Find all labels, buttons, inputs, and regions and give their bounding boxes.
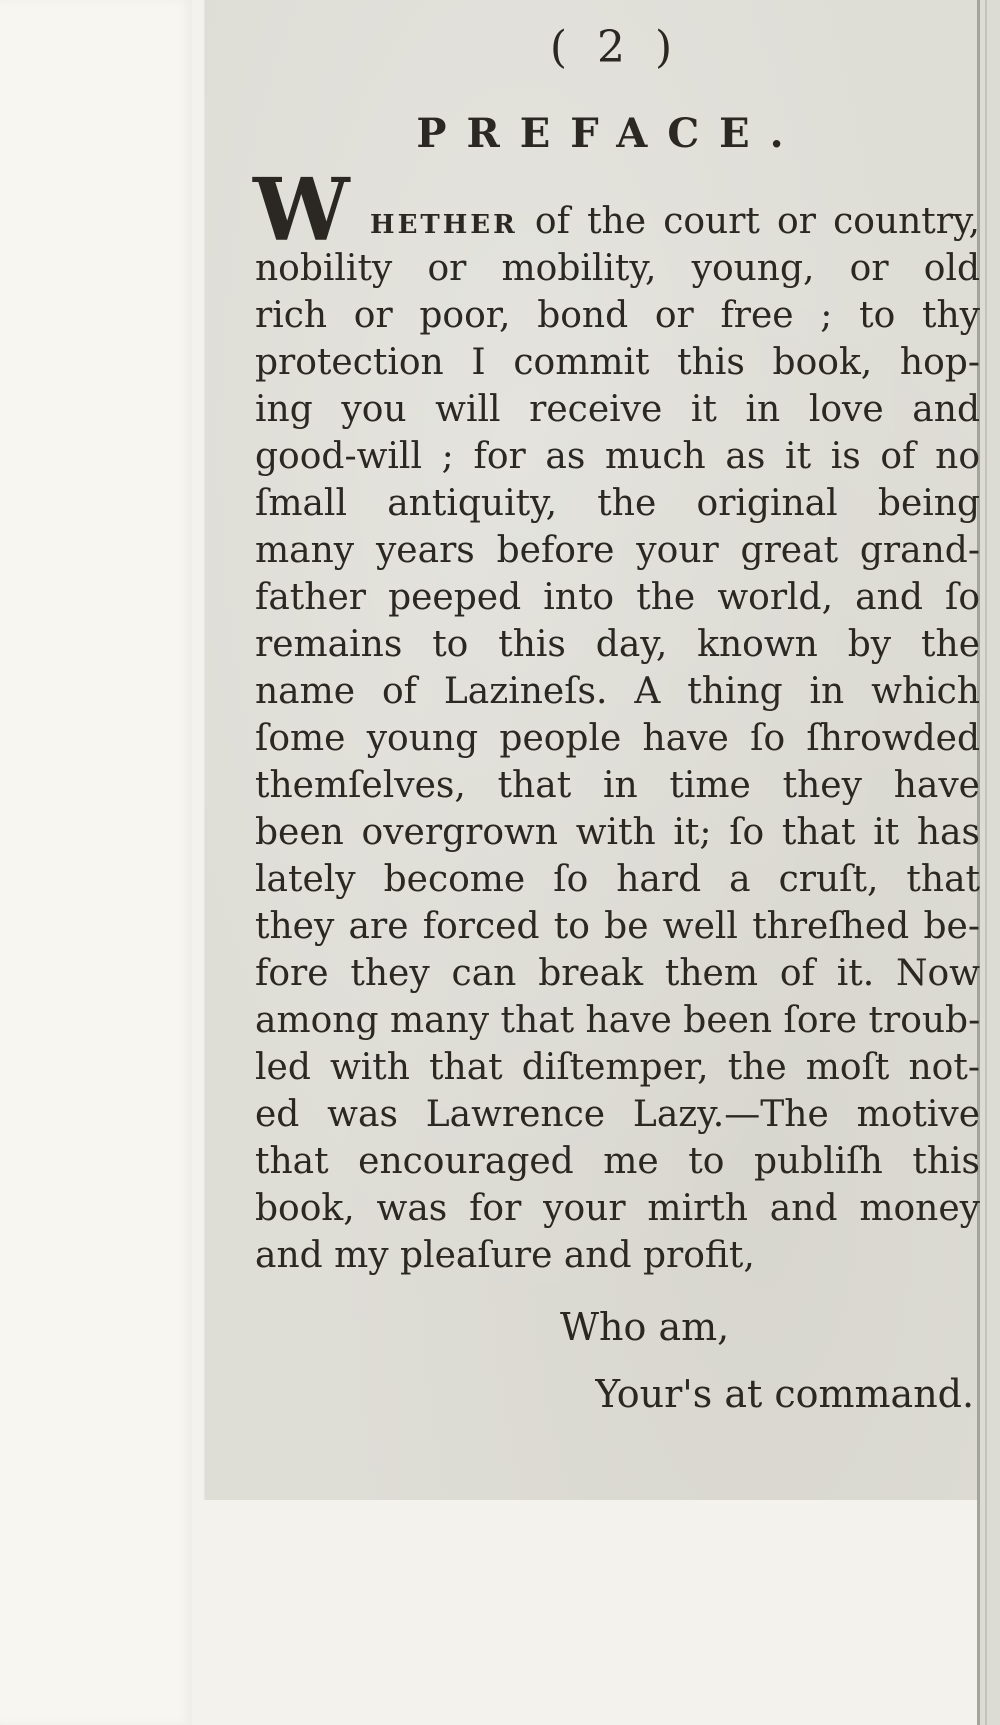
preface-body bbox=[253, 160, 980, 1279]
closing-phrase: Who am, bbox=[560, 1305, 730, 1349]
body-line: ſome young people have ſo ſhrowded bbox=[255, 718, 980, 759]
first-line-text: of the court or country, bbox=[534, 201, 980, 242]
page-edge bbox=[980, 0, 1000, 1725]
body-line: rich or poor, bond or free ; to thy bbox=[255, 295, 980, 336]
body-line: led with that diſtemper, the moſt not- bbox=[255, 1047, 980, 1088]
body-line: book, was for your mirth and money bbox=[255, 1188, 980, 1229]
body-line: nobility or mobility, young, or old bbox=[255, 248, 980, 289]
gutter-line-inner bbox=[985, 0, 987, 1725]
body-line: ing you will receive it in love and bbox=[255, 389, 980, 430]
first-line bbox=[255, 198, 980, 245]
body-line: good-will ; for as much as it is of no bbox=[255, 436, 980, 477]
body-line: remains to this day, known by the bbox=[255, 624, 980, 665]
body-line: they are forced to be well threſhed be- bbox=[255, 906, 980, 947]
body-line: lately become ſo hard a cruſt, that bbox=[255, 859, 980, 900]
drop-cap: W bbox=[253, 160, 350, 261]
body-line: themſelves, that in time they have bbox=[255, 765, 980, 806]
blank-flyleaf bbox=[0, 0, 192, 1725]
body-line: ſmall antiquity, the original being bbox=[255, 483, 980, 524]
signature-line: Your's at command. bbox=[595, 1372, 975, 1416]
body-line: ed was Lawrence Lazy.—The motive bbox=[255, 1094, 980, 1135]
body-line: been overgrown with it; ſo that it has bbox=[255, 812, 980, 853]
body-line-last: and my pleaſure and profit, bbox=[255, 1235, 755, 1276]
body-line: many years before your great grand- bbox=[255, 530, 980, 571]
body-line: father peeped into the world, and ſo bbox=[255, 577, 980, 618]
page-number: ( 2 ) bbox=[549, 22, 681, 73]
body-line: fore they can break them of it. Now bbox=[255, 953, 980, 994]
first-word-smallcaps: HETHER bbox=[370, 210, 518, 240]
body-line: among many that have been ſore troub- bbox=[255, 1000, 980, 1041]
body-line: that encouraged me to publiſh this bbox=[255, 1141, 980, 1182]
body-line: name of Lazineſs. A thing in which bbox=[255, 671, 980, 712]
body-line: protection I commit this book, hop- bbox=[255, 342, 980, 383]
page-title: PREFACE. bbox=[416, 110, 804, 157]
mount-board bbox=[192, 1500, 1000, 1725]
